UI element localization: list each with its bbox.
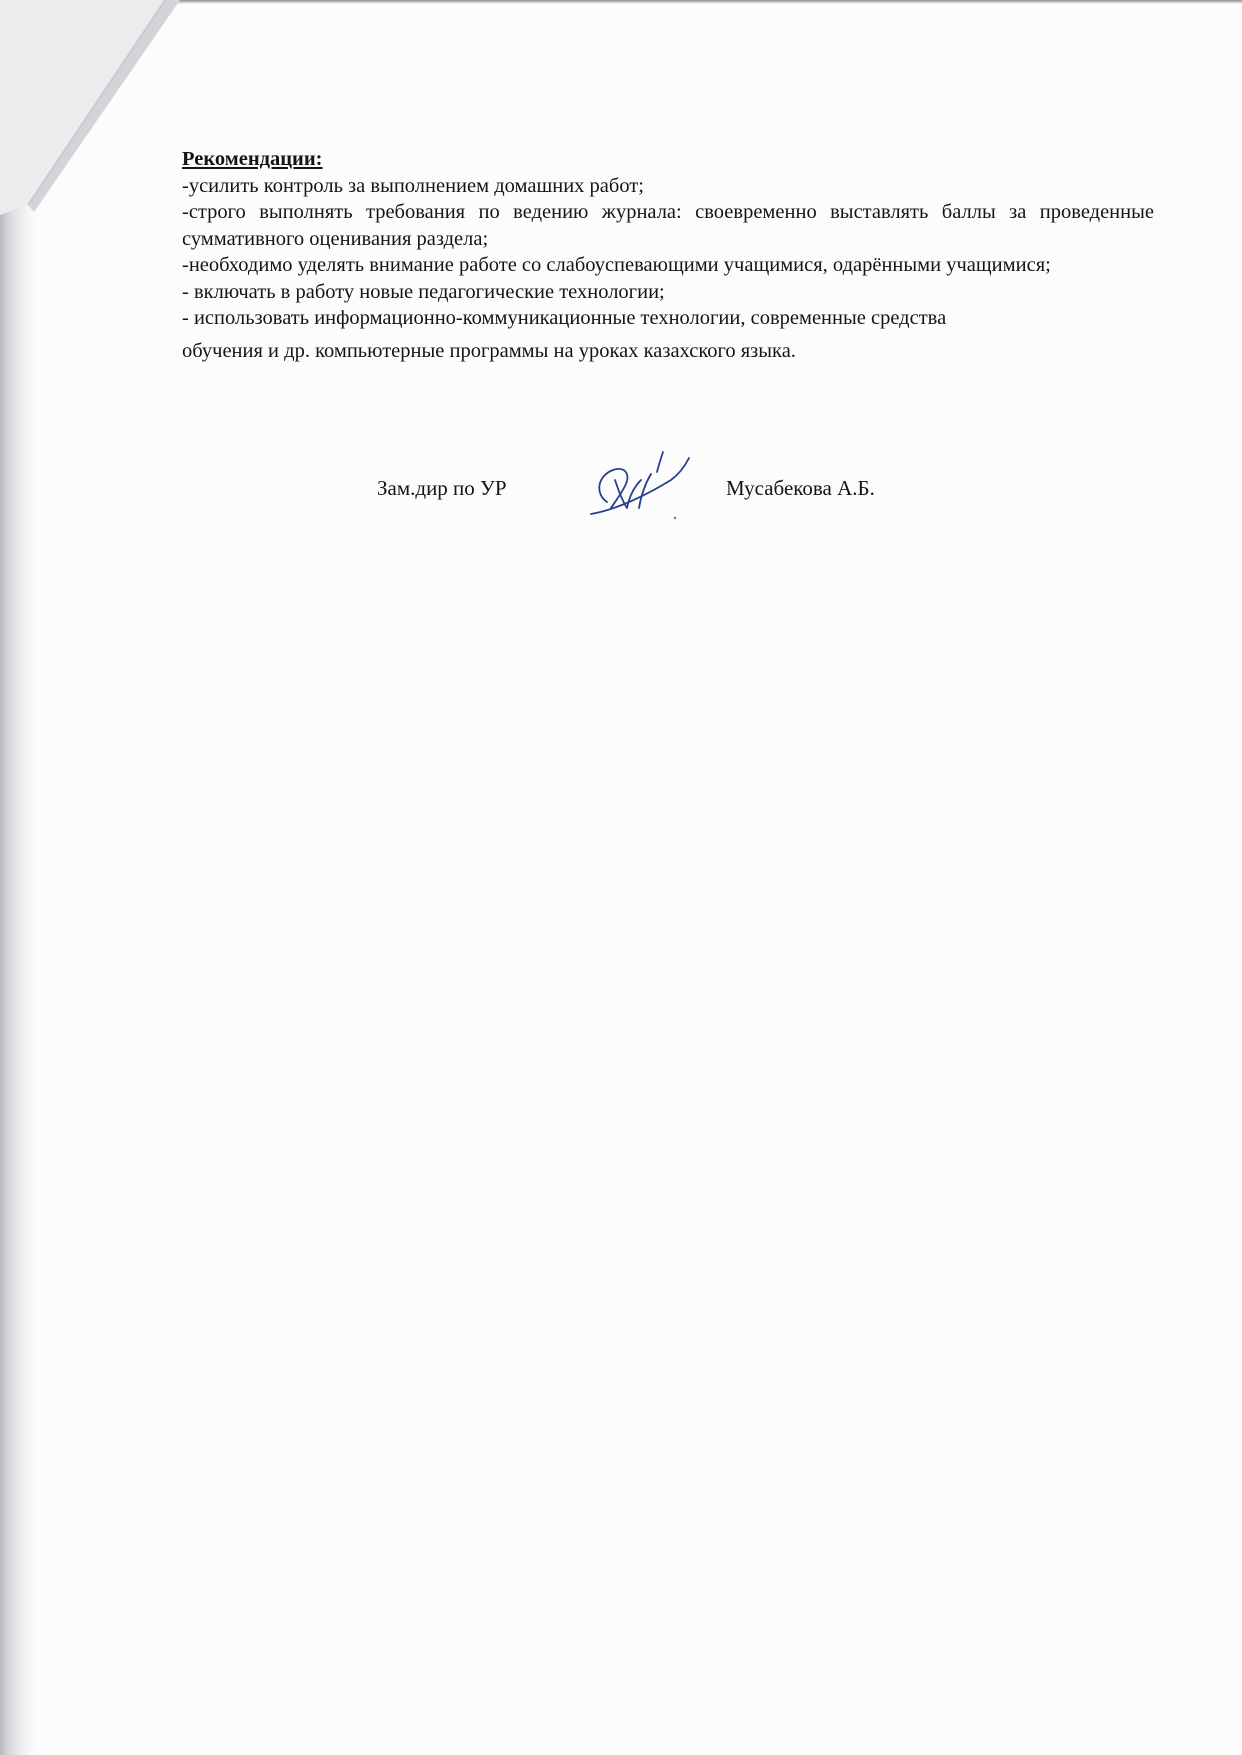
recommendation-item: - использовать информационно-коммуникационные технологии, современные средства <box>182 307 947 329</box>
folded-corner-icon <box>0 0 180 220</box>
recommendations-section <box>182 146 1154 364</box>
scanner-edge-shadow <box>0 0 36 1755</box>
recommendation-item: -необходимо уделять внимание работе со слабоуспевающими учащимися, одарёнными учащимися; <box>182 254 1051 276</box>
signer-name: Мусабекова А.Б. <box>726 476 875 500</box>
handwritten-signature-icon <box>585 450 695 522</box>
signer-role: Зам.дир по УР <box>377 476 507 500</box>
scanner-top-shadow <box>0 0 1242 4</box>
signature-block <box>0 470 1242 530</box>
recommendation-item: - включать в работу новые педагогические технологии; <box>182 280 665 303</box>
recommendation-item: -усилить контроль за выполнением домашних работ; <box>182 174 644 197</box>
recommendations-heading: Рекомендации: <box>182 148 323 170</box>
recommendation-item-continuation: обучения и др. компьютерные программы на уроках казахского языка. <box>182 339 796 362</box>
recommendation-item: -строго выполнять требования по ведению журнала: своевременно выставлять баллы за проведенные суммативного оценивания раздела; <box>182 201 1154 250</box>
